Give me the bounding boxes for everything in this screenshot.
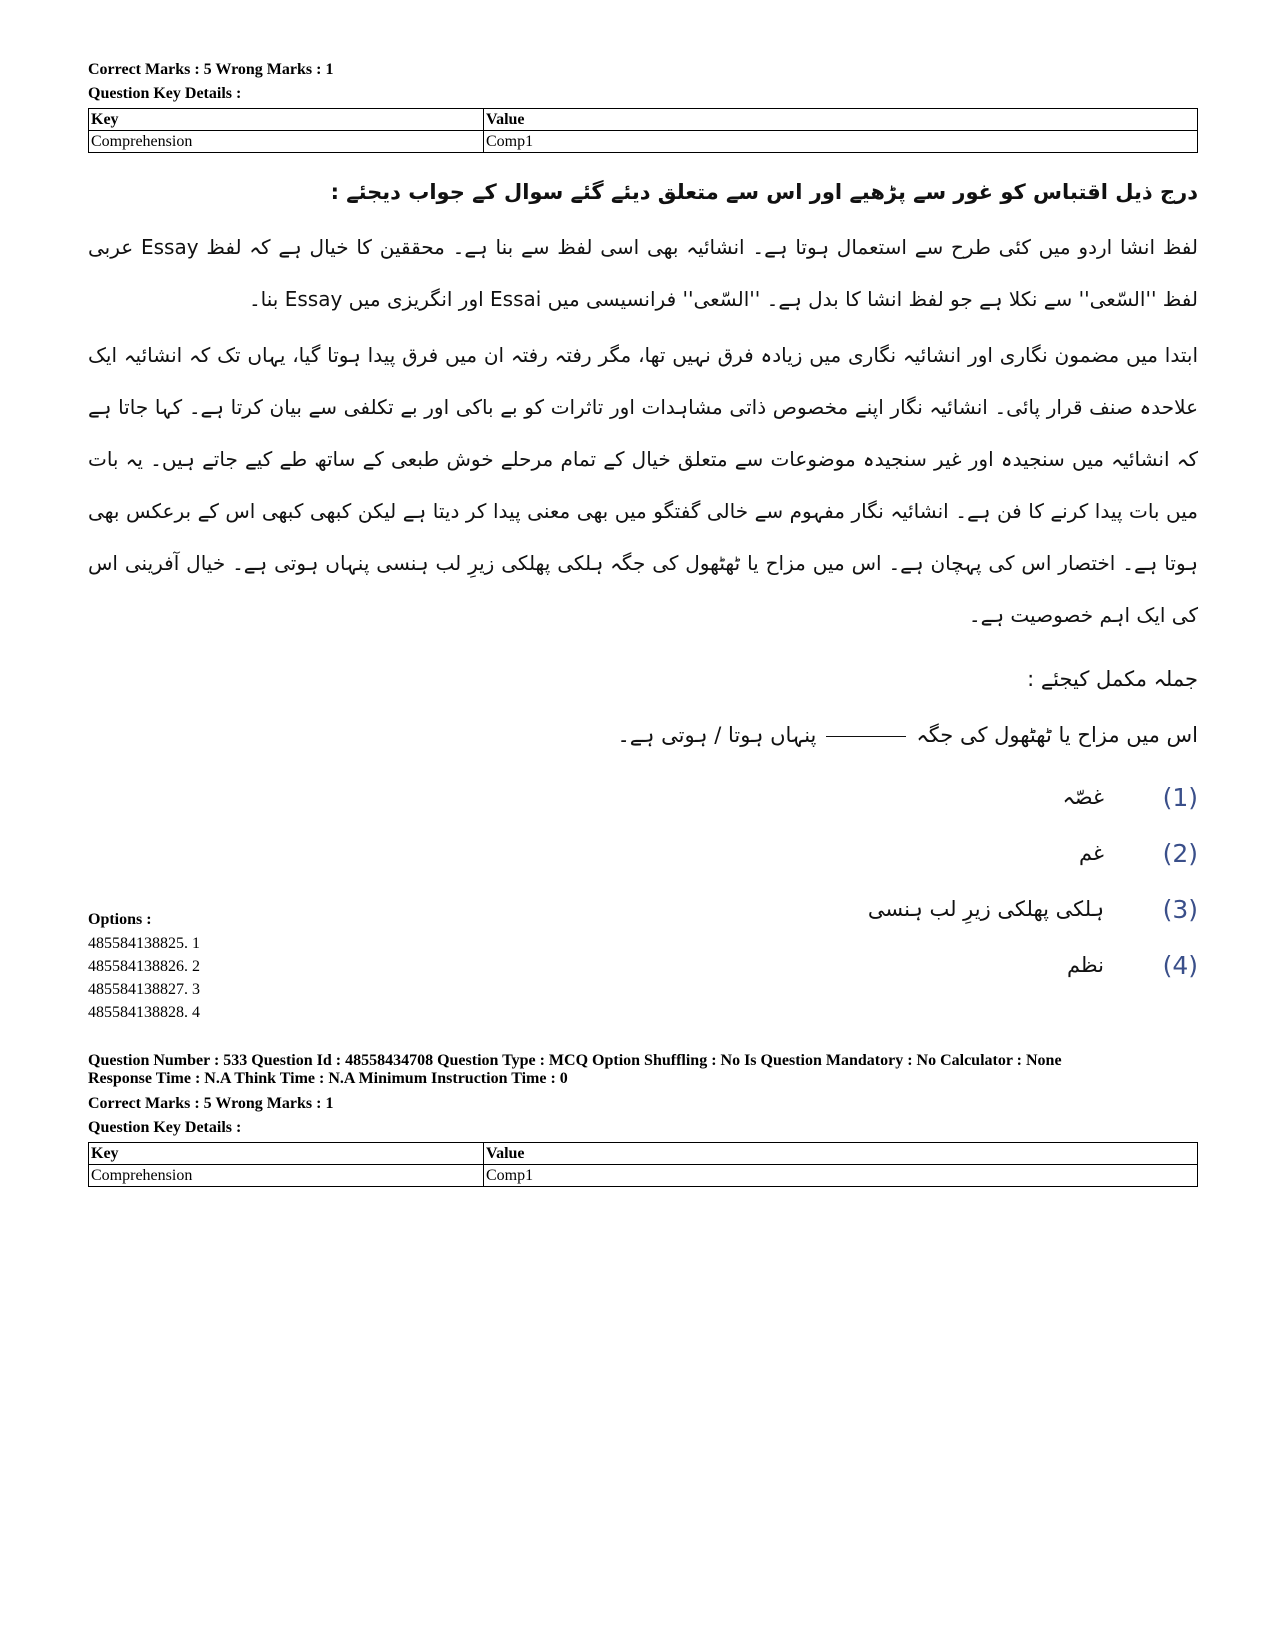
choice-item <box>88 825 1198 881</box>
table-header-key: Key <box>89 1143 484 1165</box>
question-header-line-2: Response Time : N.A Think Time : N.A Minimum Instruction Time : 0 <box>88 1070 568 1087</box>
choice-number: (3) <box>1162 894 1198 924</box>
urdu-passage-image <box>88 169 1198 993</box>
marks-line: Correct Marks : 5 Wrong Marks : 1 <box>88 61 334 78</box>
fill-blank <box>826 736 906 737</box>
option-id-line: 485584138828. 4 <box>88 1004 200 1021</box>
table-header-row <box>89 109 1198 131</box>
question-header-line-1: Question Number : 533 Question Id : 48558434708 Question Type : MCQ Option Shuffling : No Is Question Mandatory : No Calculator : None <box>88 1052 1062 1069</box>
table-cell-key: Comprehension <box>89 1165 484 1187</box>
table-row <box>89 1165 1198 1187</box>
question-instruction: جملہ مکمل کیجئے : <box>1027 667 1198 691</box>
table-header-key: Key <box>89 109 484 131</box>
table-cell-value: Comp1 <box>484 1165 1198 1187</box>
key-details-label: Question Key Details : <box>88 1119 242 1136</box>
option-id-line: 485584138827. 3 <box>88 981 200 998</box>
passage-paragraph-1: لفظ انشا اردو میں کئی طرح سے استعمال ہوتا ہے۔ انشائیہ بھی اسی لفظ سے بنا ہے۔ محققین کا خیال ہے کہ لفظ Essay عربی لفظ ''السّعی'' سے نکلا ہے جو لفظ انشا کا بدل ہے۔ ''السّعی'' فرانسیسی میں Essai اور انگریزی میں Essay بنا۔ <box>88 235 1198 311</box>
choice-item <box>88 769 1198 825</box>
choice-text: غم <box>1079 841 1104 865</box>
option-id-line: 485584138825. 1 <box>88 935 200 952</box>
question-533-section <box>88 1052 1198 1187</box>
table-header-row <box>89 1143 1198 1165</box>
passage-paragraph-2: ابتدا میں مضمون نگاری اور انشائیہ نگاری میں زیادہ فرق نہیں تھا، مگر رفتہ رفتہ ان میں فرق پیدا ہوتا گیا، یہاں تک کہ انشائیہ ایک علاحدہ صنف قرار پائی۔ انشائیہ نگار اپنے مخصوص ذاتی مشاہدات اور تاثرات کو بے باکی اور بے تکلفی سے بیان کرتا ہے۔ کہا جاتا ہے کہ انشائیہ میں سنجیدہ اور غیر سنجیدہ موضوعات سے متعلق خیال کے تمام مرحلے خوش طبعی کے ساتھ طے کیے جاتے ہیں۔ یہ بات میں بات پیدا کرنے کا فن ہے۔ انشائیہ نگار مفہوم سے خالی گفتگو میں بھی معنی پیدا کر دیتا ہے لیکن کبھی کبھی اس کے برعکس بھی ہوتا ہے۔ اختصار اس کی پہچان ہے۔ اس میں مزاح یا ٹھٹھول کی جگہ ہلکی پھلکی زیرِ لب ہنسی پنہاں ہوتی ہے۔ خیال آفرینی اس کی ایک اہم خصوصیت ہے۔ <box>88 343 1198 627</box>
choice-text: نظم <box>1066 953 1104 977</box>
question-stem <box>88 707 1198 763</box>
choice-text: غصّہ <box>1062 785 1104 809</box>
options-label: Options : <box>88 911 152 928</box>
key-details-table <box>88 1142 1198 1187</box>
table-cell-value: Comp1 <box>484 131 1198 153</box>
stem-after: پنہاں ہوتا / ہوتی ہے۔ <box>617 723 817 747</box>
key-details-label: Question Key Details : <box>88 85 242 102</box>
table-row <box>89 131 1198 153</box>
choice-text: ہلکی پھلکی زیرِ لب ہنسی <box>867 897 1104 921</box>
table-header-value: Value <box>484 109 1198 131</box>
table-header-value: Value <box>484 1143 1198 1165</box>
stem-before: اس میں مزاح یا ٹھٹھول کی جگہ <box>916 723 1198 747</box>
question-532-section <box>88 58 1198 993</box>
choice-number: (4) <box>1162 950 1198 980</box>
option-id-line: 485584138826. 2 <box>88 958 200 975</box>
table-cell-key: Comprehension <box>89 131 484 153</box>
choice-number: (2) <box>1162 838 1198 868</box>
marks-line: Correct Marks : 5 Wrong Marks : 1 <box>88 1095 334 1112</box>
passage-heading: درج ذیل اقتباس کو غور سے پڑھیے اور اس سے متعلق دیئے گئے سوال کے جواب دیجئے : <box>330 180 1198 204</box>
key-details-table <box>88 108 1198 153</box>
choice-number: (1) <box>1162 782 1198 812</box>
options-section <box>88 908 1198 1024</box>
